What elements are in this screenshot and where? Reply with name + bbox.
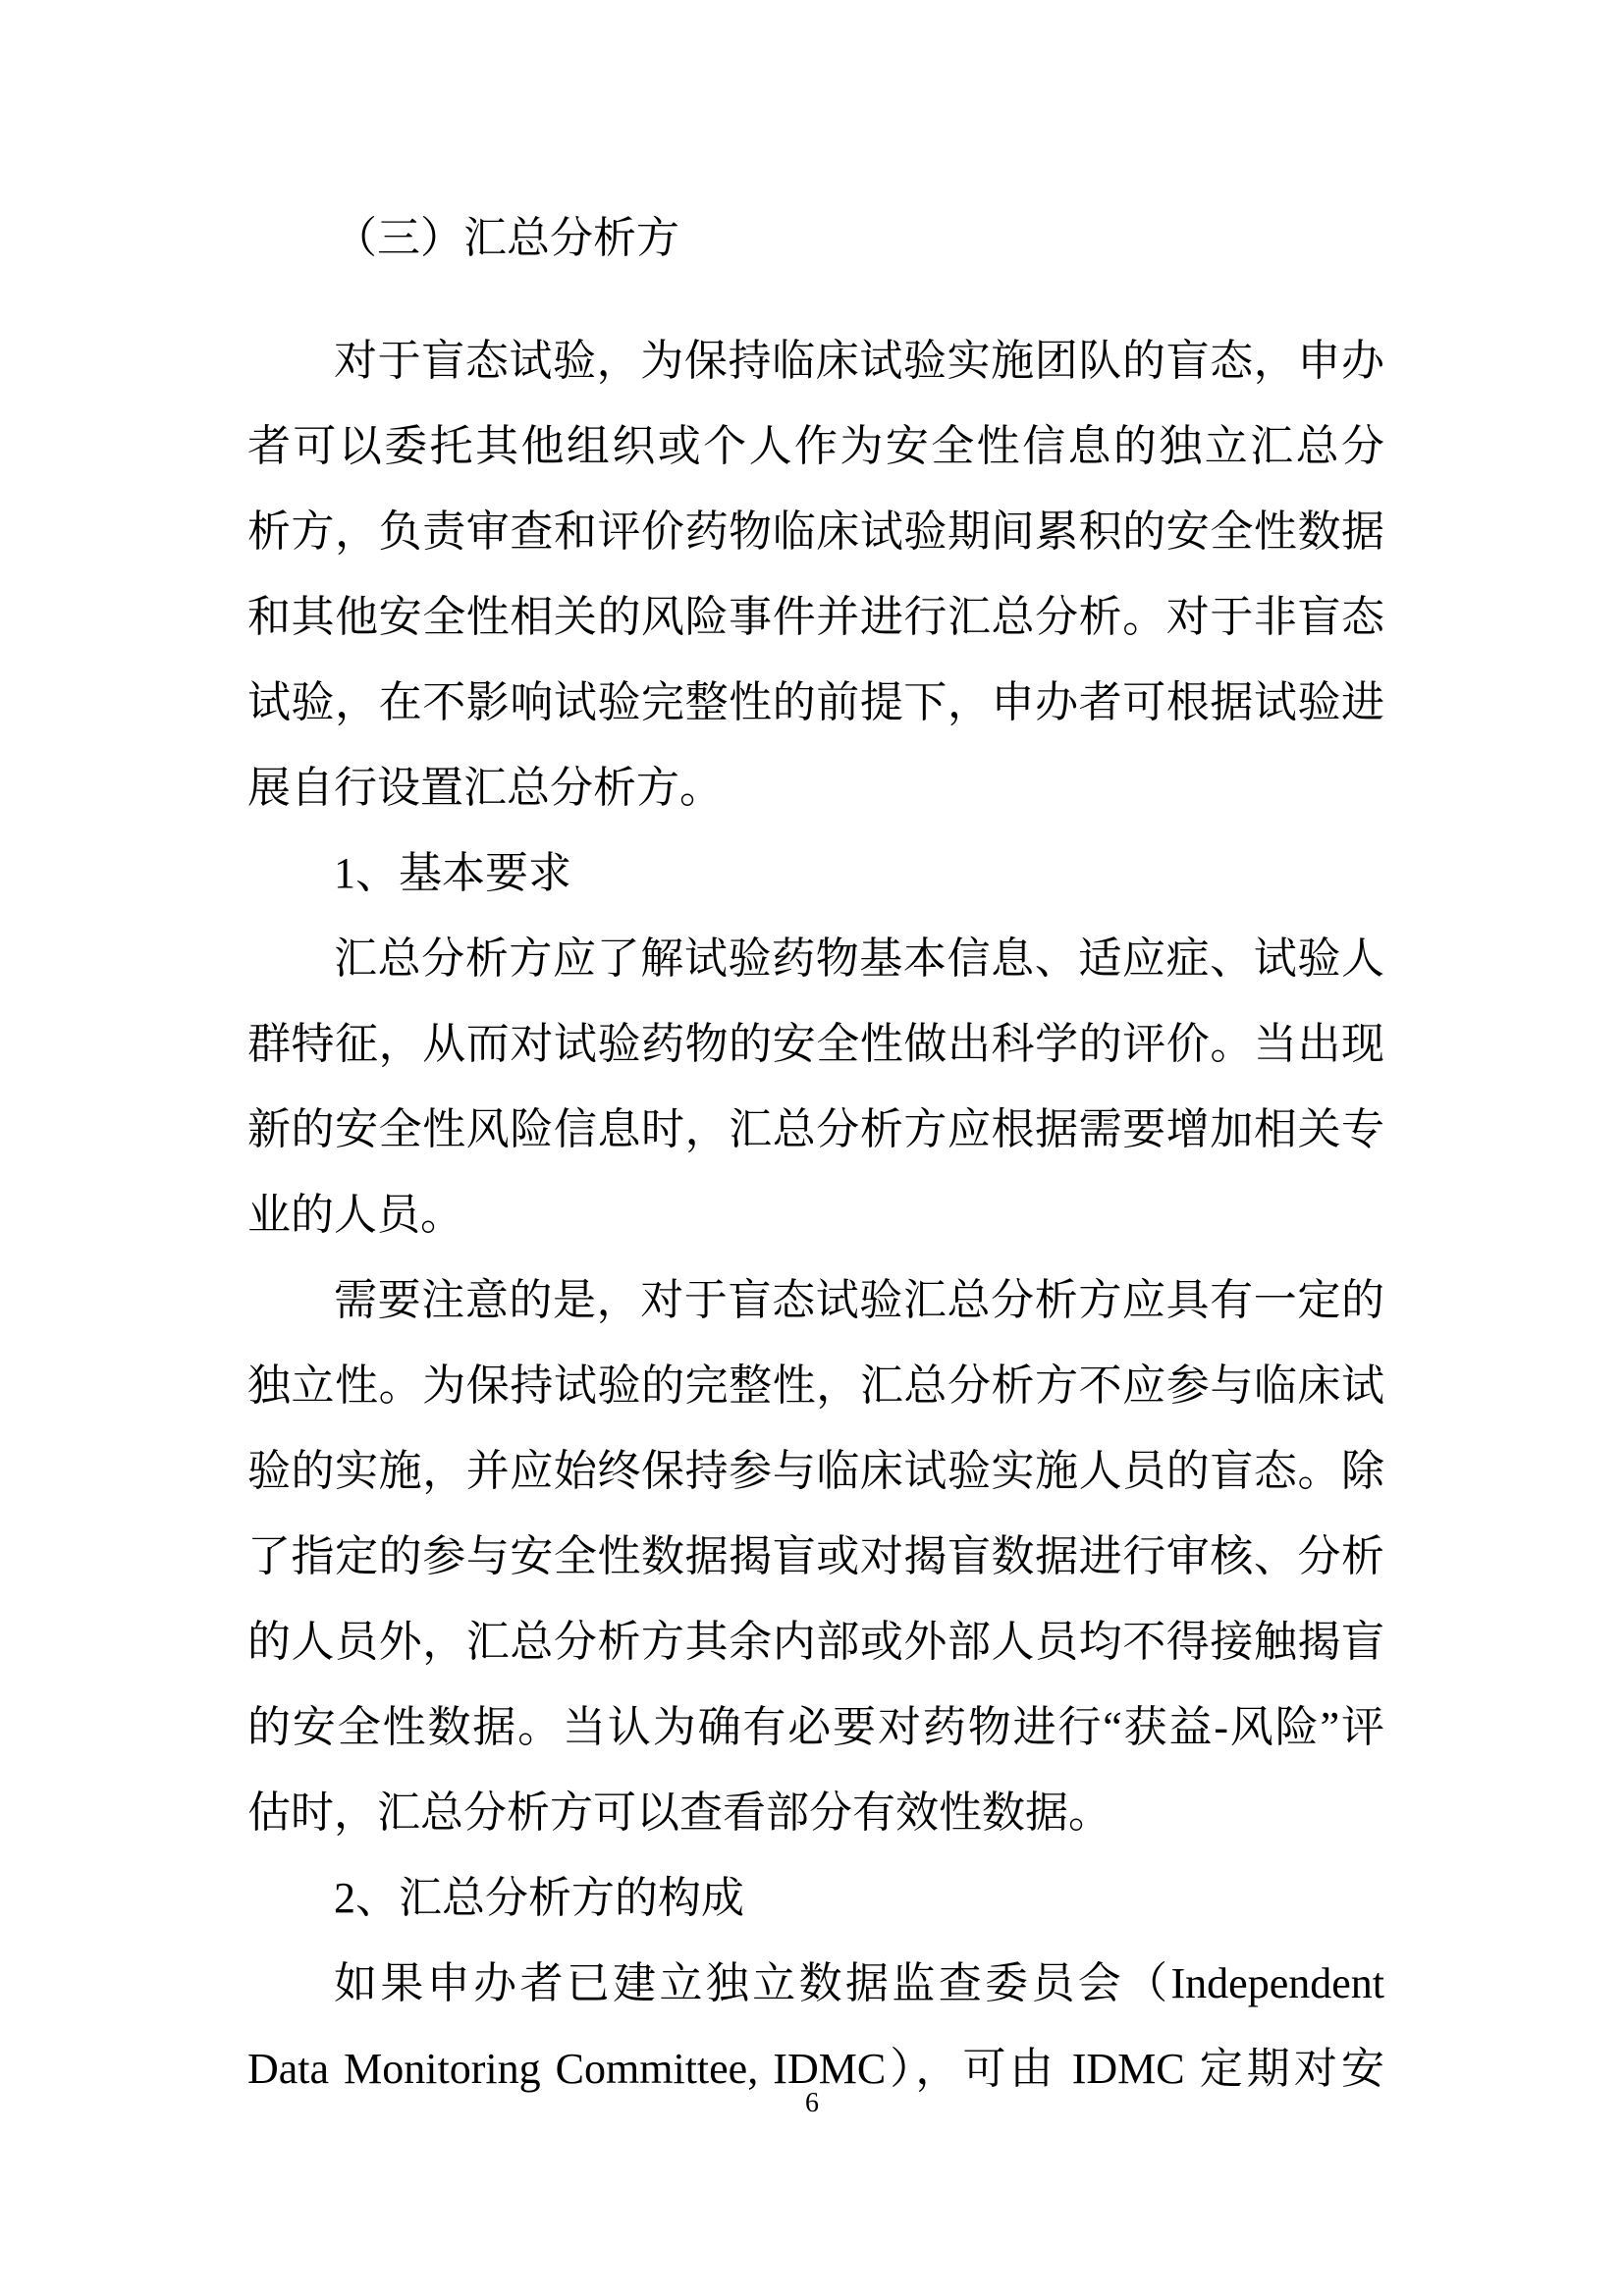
text-line: 独立性。为保持试验的完整性，汇总分析方不应参与临床试: [247, 1362, 1384, 1410]
text-line: 的人员外，汇总分析方其余内部或外部人员均不得接触揭盲: [247, 1618, 1384, 1666]
text-line: 的安全性数据。当认为确有必要对药物进行“获益-风险”评: [247, 1703, 1384, 1751]
text-line: 汇总分析方应了解试验药物基本信息、适应症、试验人: [334, 934, 1384, 983]
text-line: 对于盲态试验，为保持临床试验实施团队的盲态，申办: [334, 337, 1384, 385]
text-line: 验的实施，并应始终保持参与临床试验实施人员的盲态。除: [247, 1447, 1384, 1495]
subsection-heading: 2、汇总分析方的构成: [334, 1874, 744, 1922]
text-line: 业的人员。: [247, 1191, 463, 1239]
section-heading: （三）汇总分析方: [334, 214, 679, 262]
text-line: 需要注意的是，对于盲态试验汇总分析方应具有一定的: [334, 1276, 1384, 1324]
text-line: 和其他安全性相关的风险事件并进行汇总分析。对于非盲态: [247, 593, 1384, 641]
text-line: 展自行设置汇总分析方。: [247, 764, 723, 812]
text-line: 群特征，从而对试验药物的安全性做出科学的评价。当出现: [247, 1020, 1384, 1068]
subsection-heading: 1、基本要求: [334, 849, 571, 897]
text-line: 了指定的参与安全性数据揭盲或对揭盲数据进行审核、分析: [247, 1532, 1384, 1580]
text-line: 析方，负责审查和评价药物临床试验期间累积的安全性数据: [247, 507, 1384, 556]
page-number: 6: [805, 2088, 819, 2118]
text-line: 如果申办者已建立独立数据监查委员会（Independent: [334, 1959, 1384, 2007]
text-line: 新的安全性风险信息时，汇总分析方应根据需要增加相关专: [247, 1105, 1384, 1153]
text-block: [247, 195, 1384, 2111]
text-line: 试验，在不影响试验完整性的前提下，申办者可根据试验进: [247, 678, 1384, 726]
text-line: Data Monitoring Committee, IDMC），可由 IDMC 定期对安: [247, 2045, 1384, 2093]
text-line: 估时，汇总分析方可以查看部分有效性数据。: [247, 1789, 1111, 1837]
text-line: 者可以委托其他组织或个人作为安全性信息的独立汇总分: [247, 422, 1384, 470]
